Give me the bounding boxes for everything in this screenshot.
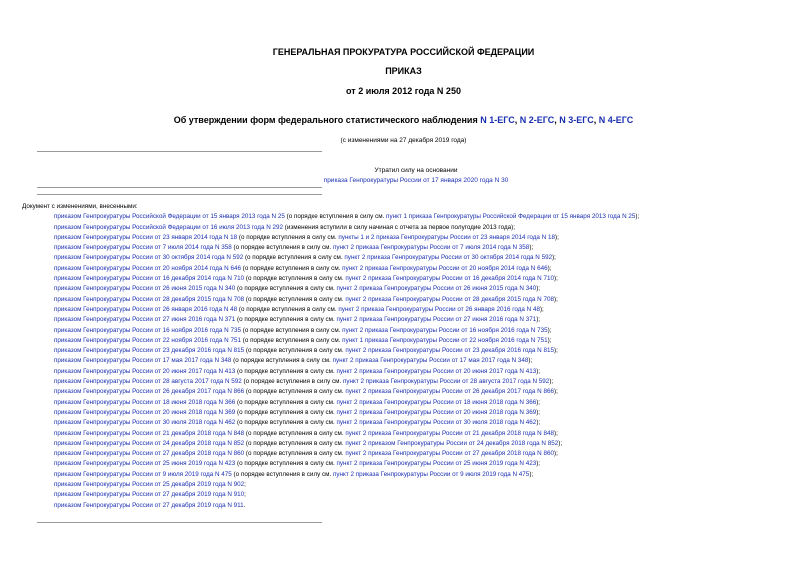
amendment-link[interactable]: приказом Генпрокуратуры России от 25 июня 2019 года N 423	[54, 460, 236, 468]
amendment-text-end: );	[528, 357, 533, 365]
amendment-link[interactable]: приказом Генпрокуратуры Российской Федерации от 15 января 2013 года N 25	[54, 213, 285, 221]
amendment-text: (о порядке вступления в силу см.	[244, 439, 346, 447]
amendments-list	[22, 202, 799, 511]
amendment-text: (о порядке вступления в силу см.	[237, 233, 339, 241]
amendment-text: (о порядке вступления в силу см.	[235, 367, 337, 375]
amendment-link[interactable]: приказом Генпрокуратуры России от 28 декабря 2015 года N 708	[54, 295, 245, 303]
amendment-text: (о порядке вступления в силу см.	[244, 347, 346, 355]
amendment-reference-link[interactable]: пункт 2 приказа Генпрокуратуры России от 26 января 2016 года N 48	[338, 305, 540, 313]
amendment-reference-link[interactable]: пункт 2 приказа Генпрокуратуры России от 27 декабря 2018 года N 860	[345, 450, 554, 458]
list-item	[54, 377, 799, 387]
amendment-text-end: );	[547, 336, 552, 344]
list-item	[54, 470, 799, 480]
amendment-reference-link[interactable]: пункт 2 приказа Генпрокуратуры России от 9 июля 2019 года N 475	[333, 470, 530, 478]
title-prefix: Об утверждении форм федерального статистического наблюдения	[173, 115, 481, 125]
invalid-notice	[316, 166, 516, 185]
amendment-link[interactable]: приказом Генпрокуратуры России от 26 января 2016 года N 48	[54, 305, 238, 313]
list-item	[54, 459, 799, 469]
amendment-text-end: );	[539, 305, 544, 313]
amendment-reference-link[interactable]: пункт 2 приказа Генпрокуратуры России от 20 ноября 2014 года N 646	[342, 264, 548, 272]
amendment-text: (о порядке вступления в силу см.	[244, 295, 346, 303]
amendment-link[interactable]: приказом Генпрокуратуры России от 16 декабря 2014 года N 710	[54, 275, 245, 283]
amendment-text-end: );	[547, 326, 552, 334]
amendment-reference-link[interactable]: пункт 2 приказа Генпрокуратуры России от 28 августа 2017 года N 592	[343, 378, 550, 386]
amendment-link[interactable]: приказом Генпрокуратуры России от 26 декабря 2017 года N 866	[54, 388, 245, 396]
agency-name: ГЕНЕРАЛЬНАЯ ПРОКУРАТУРА РОССИЙСКОЙ ФЕДЕРАЦИИ	[272, 47, 535, 57]
amendment-link[interactable]: приказом Генпрокуратуры России от 30 октября 2014 года N 592	[54, 254, 244, 262]
amendment-link[interactable]: приказом Генпрокуратуры России от 9 июля 2019 года N 475	[54, 470, 232, 478]
document-date-number: от 2 июля 2012 года N 250	[346, 86, 461, 96]
amendment-text-end: );	[536, 316, 541, 324]
list-item	[54, 253, 799, 263]
list-item	[54, 243, 799, 253]
amendment-text-end: );	[529, 244, 534, 252]
amendment-link[interactable]: приказом Генпрокуратуры России от 21 декабря 2018 года N 848	[54, 429, 245, 437]
amendment-text: (изменения вступили в силу начиная с отчета за первое полугодие 2013 года);	[283, 223, 515, 231]
amendment-text: (о порядке вступления в силу см.	[235, 398, 337, 406]
amendment-text-end: );	[549, 378, 554, 386]
form-link[interactable]: N 2-ЕГС	[519, 115, 555, 125]
list-item	[54, 326, 799, 336]
amendment-items	[54, 212, 799, 511]
amendment-reference-link[interactable]: пункт 1 приказа Генпрокуратуры России от 22 ноября 2016 года N 751	[342, 336, 548, 344]
amendment-reference-link[interactable]: пункт 2 приказа Генпрокуратуры России от 20 июня 2018 года N 369	[336, 408, 537, 416]
amendment-text: (о порядке вступления в силу см.	[231, 357, 333, 365]
amendment-text-end: );	[536, 285, 541, 293]
list-item	[54, 274, 799, 284]
divider	[37, 151, 322, 152]
amendment-reference-link[interactable]: пункт 2 приказа Генпрокуратуры России от 16 декабря 2014 года N 710	[345, 275, 554, 283]
divider	[37, 187, 322, 188]
amendment-link[interactable]: приказом Генпрокуратуры России от 16 ноября 2016 года N 735	[54, 326, 241, 334]
invalid-notice-link[interactable]: приказа Генпрокуратуры России от 17 января 2020 года N 30	[323, 176, 509, 184]
list-item	[54, 233, 799, 243]
form-separator: ,	[514, 115, 520, 125]
amendment-text-end: );	[536, 460, 541, 468]
amendment-link[interactable]: приказом Генпрокуратуры России от 22 ноября 2016 года N 751	[54, 336, 241, 344]
amendment-text-end: );	[553, 347, 558, 355]
amendment-text-end: );	[555, 233, 559, 241]
amendment-text: (о порядке вступления в силу см.	[244, 450, 346, 458]
list-item	[54, 398, 799, 408]
list-item	[54, 284, 799, 294]
amendment-text: ;	[244, 491, 246, 499]
amendment-text: (о порядке вступления в силу см.	[235, 419, 337, 427]
list-item	[54, 387, 799, 397]
amendment-text: (о порядке вступления в силу см.	[235, 316, 337, 324]
amendment-link[interactable]: приказом Генпрокуратуры России от 20 июня 2018 года N 369	[54, 408, 236, 416]
list-item	[54, 336, 799, 346]
list-item	[54, 429, 799, 439]
amendment-text-end: );	[536, 419, 541, 427]
form-separator: ,	[593, 115, 599, 125]
amendment-link[interactable]: приказом Генпрокуратуры России от 20 ноября 2014 года N 646	[54, 264, 241, 272]
amendment-reference-link[interactable]: пункт 2 приказа Генпрокуратуры России от 28 декабря 2015 года N 708	[345, 295, 554, 303]
amendment-reference-link[interactable]: пункт 2 приказа Генпрокуратуры России от 26 июня 2015 года N 340	[336, 285, 537, 293]
amendment-reference-link[interactable]: пункт 2 приказа Генпрокуратуры России от 27 июня 2016 года N 371	[336, 316, 537, 324]
amendment-reference-link[interactable]: пункт 2 приказа Генпрокуратуры России от 23 декабря 2016 года N 815	[345, 347, 554, 355]
list-item	[54, 490, 799, 500]
form-links	[480, 115, 633, 125]
amendment-text: (о порядке вступления в силу см.	[240, 264, 343, 272]
amendment-text: (о порядке вступления в силу см.	[243, 254, 345, 262]
amendment-text-end: );	[536, 367, 541, 375]
divider	[37, 522, 322, 523]
list-item	[54, 408, 799, 418]
amendment-text-end: );	[553, 388, 558, 396]
amendment-text: (о порядке вступления в силу см.	[244, 275, 346, 283]
list-item	[54, 356, 799, 366]
amendment-reference-link[interactable]: пункт 2 приказа Генпрокуратуры России от 7 июля 2014 года N 358	[333, 244, 530, 252]
amendment-link[interactable]: приказом Генпрокуратуры России от 23 декабря 2016 года N 815	[54, 347, 245, 355]
amendment-text: (о порядке вступления в силу см.	[235, 408, 337, 416]
amendment-reference-link[interactable]: пункты 1 и 2 приказа Генпрокуратуры России от 23 января 2014 года N 18	[338, 233, 555, 241]
amendment-text-end: );	[529, 470, 534, 478]
amendment-reference-link[interactable]: пункт 2 приказа Генпрокуратуры России от 18 июня 2018 года N 366	[336, 398, 537, 406]
amendment-reference-link[interactable]: пункт 2 приказа Генпрокуратуры России от 20 июня 2017 года N 413	[336, 367, 537, 375]
list-item	[54, 439, 799, 449]
amendment-text-end: );	[536, 398, 541, 406]
amendment-reference-link[interactable]: пункт 1 приказа Генпрокуратуры Российской Федерации от 15 января 2013 года N 25	[386, 213, 636, 221]
amendment-link[interactable]: приказом Генпрокуратуры России от 28 августа 2017 года N 592	[54, 378, 242, 386]
amendment-link[interactable]: приказом Генпрокуратуры России от 27 декабря 2019 года N 910	[54, 491, 245, 499]
amendment-link[interactable]: приказом Генпрокуратуры России от 20 июня 2017 года N 413	[54, 367, 236, 375]
amendment-text-end: );	[553, 275, 558, 283]
list-item	[54, 449, 799, 459]
list-item	[54, 264, 799, 274]
list-item	[54, 305, 799, 315]
amendment-text: (о порядке вступления в силу см.	[244, 388, 346, 396]
amendment-text-end: );	[635, 213, 640, 221]
amendment-reference-link[interactable]: пункт 2 приказа Генпрокуратуры России от 30 июля 2018 года N 462	[336, 419, 537, 427]
list-item	[54, 212, 799, 222]
form-link[interactable]: N 4-ЕГС	[598, 115, 634, 125]
document-title	[0, 115, 807, 125]
list-item	[54, 480, 799, 490]
form-link[interactable]: N 1-ЕГС	[480, 115, 515, 125]
amendment-reference-link[interactable]: пункт 2 приказом Генпрокуратуры России от 24 декабря 2018 года N 852	[345, 439, 559, 447]
amendment-link[interactable]: приказом Генпрокуратуры Российской Федерации от 16 июля 2013 года N 292	[54, 223, 284, 231]
amendment-text-end: );	[547, 264, 552, 272]
amendment-text-end: );	[553, 295, 558, 303]
list-item	[54, 418, 799, 428]
amendment-text-end: );	[553, 429, 558, 437]
invalid-notice-text: Утратил силу на основании	[374, 167, 458, 174]
list-item	[54, 501, 799, 511]
divider	[37, 194, 322, 195]
amendment-link[interactable]: приказом Генпрокуратуры России от 26 июня 2015 года N 340	[54, 285, 236, 293]
amendment-link[interactable]: приказом Генпрокуратуры России от 18 июня 2018 года N 366	[54, 398, 236, 406]
amendment-reference-link[interactable]: пункт 2 приказа Генпрокуратуры России от 30 октября 2014 года N 592	[344, 254, 553, 262]
amendment-text: (о порядке вступления в силу см.	[244, 429, 346, 437]
amendment-text-end: );	[558, 439, 563, 447]
amendment-text: (о порядке вступления в силу см.	[284, 213, 387, 221]
document-type: ПРИКАЗ	[385, 66, 422, 76]
amendment-text: .	[243, 501, 246, 509]
amendment-link[interactable]: приказом Генпрокуратуры России от 27 июня 2016 года N 371	[54, 316, 236, 324]
list-item	[54, 315, 799, 325]
amendment-link[interactable]: приказом Генпрокуратуры России от 24 декабря 2018 года N 852	[54, 439, 245, 447]
amendment-text: (о порядке вступления в силу см.	[237, 305, 339, 313]
form-link[interactable]: N 3-ЕГС	[559, 115, 594, 125]
amendment-text: (о порядке вступления в силу см.	[231, 244, 333, 252]
list-item	[54, 367, 799, 377]
amendment-reference-link[interactable]: пункт 2 приказа Генпрокуратуры России от 17 мая 2017 года N 348	[332, 357, 529, 365]
amendment-text: (о порядке вступления в силу см.	[241, 378, 343, 386]
amendment-text: (о порядке вступления в силу см.	[235, 460, 337, 468]
amendment-link[interactable]: приказом Генпрокуратуры России от 27 декабря 2018 года N 860	[54, 450, 245, 458]
amendment-link[interactable]: приказом Генпрокуратуры России от 17 мая 2017 года N 348	[54, 357, 232, 365]
form-separator: ,	[554, 115, 560, 125]
list-item	[54, 346, 799, 356]
amendment-reference-link[interactable]: пункт 2 приказа Генпрокуратуры России от 26 декабря 2017 года N 866	[345, 388, 554, 396]
amendment-reference-link[interactable]: пункт 2 приказа Генпрокуратуры России от 16 ноября 2016 года N 735	[342, 326, 548, 334]
amendment-link[interactable]: приказом Генпрокуратуры России от 23 января 2014 года N 18	[54, 233, 238, 241]
amendment-text-end: );	[536, 408, 541, 416]
amendment-link[interactable]: приказом Генпрокуратуры России от 30 июля 2018 года N 462	[54, 419, 236, 427]
amendment-text: (о порядке вступления в силу см.	[231, 470, 333, 478]
amendment-text: (о порядке вступления в силу см.	[240, 336, 343, 344]
amendment-text: ;	[244, 481, 246, 489]
amendment-text: (о порядке вступления в силу см.	[235, 285, 337, 293]
amendments-heading: Документ с изменениями, внесенными:	[22, 203, 138, 210]
revision-note: (с изменениями на 27 декабря 2019 года)	[340, 137, 467, 144]
list-item	[54, 295, 799, 305]
list-item	[54, 223, 799, 233]
amendment-reference-link[interactable]: пункт 2 приказа Генпрокуратуры России от 21 декабря 2018 года N 848	[345, 429, 554, 437]
amendment-link[interactable]: приказом Генпрокуратуры России от 27 декабря 2019 года N 911	[54, 501, 244, 509]
amendment-text: (о порядке вступления в силу см.	[240, 326, 343, 334]
amendment-text-end: );	[553, 450, 558, 458]
amendment-reference-link[interactable]: пункт 2 приказа Генпрокуратуры России от 25 июня 2019 года N 423	[336, 460, 537, 468]
amendment-link[interactable]: приказом Генпрокуратуры России от 25 декабря 2019 года N 902	[54, 481, 245, 489]
amendment-text-end: );	[552, 254, 556, 262]
amendment-link[interactable]: приказом Генпрокуратуры России от 7 июля 2014 года N 358	[54, 244, 232, 252]
